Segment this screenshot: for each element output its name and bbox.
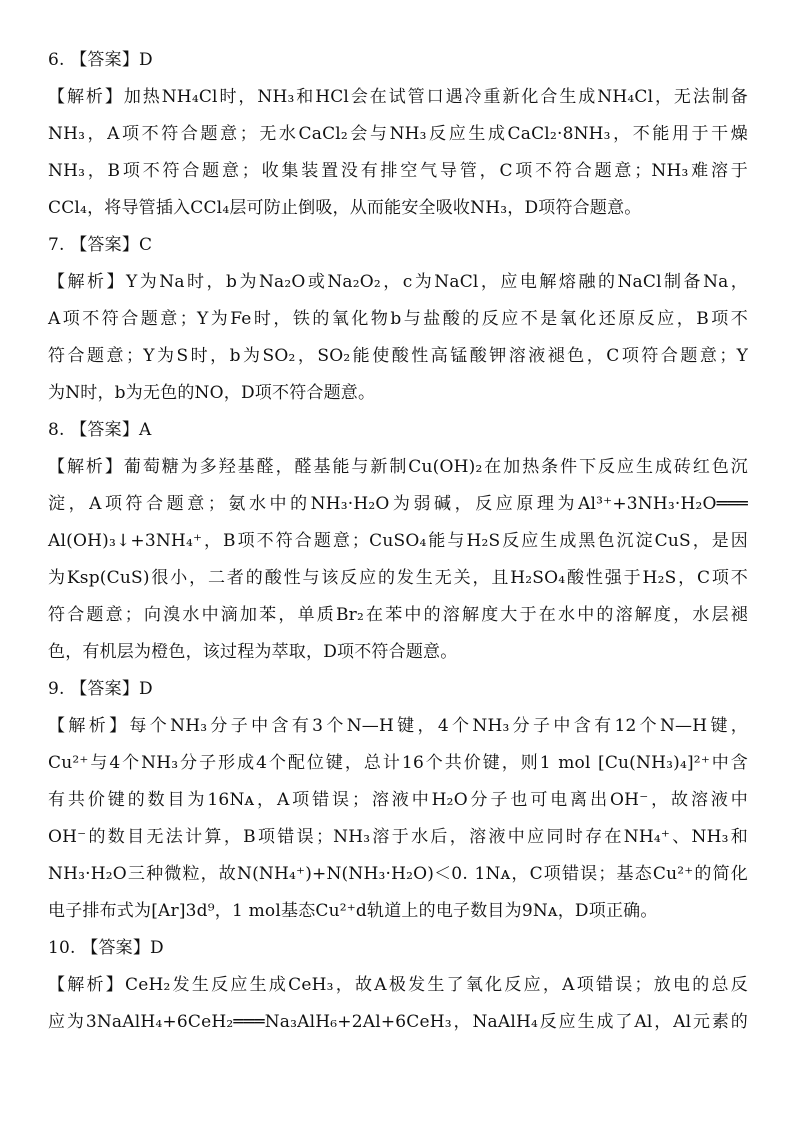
explanation-line: 【解析】加热NH₄Cl时，NH₃和HCl会在试管口遇冷重新化合生成NH₄Cl，无法制备 [48,87,748,107]
explanation-line: OH⁻的数目无法计算，B项错误；NH₃溶于水后，溶液中应同时存在NH₄⁺、NH₃和 [48,827,748,847]
explanation-line: 为Ksp(CuS)很小，二者的酸性与该反应的发生无关，且H₂SO₄酸性强于H₂S，C项不 [48,568,748,588]
answer-heading-8: 8. 【答案】A [48,420,152,440]
answer-heading-9: 9. 【答案】D [48,679,153,699]
explanation-line: Al(OH)₃↓+3NH₄⁺，B项不符合题意；CuSO₄能与H₂S反应生成黑色沉淀CuS，是因 [48,531,748,551]
explanation-line: 【解析】Y为Na时，b为Na₂O或Na₂O₂，c为NaCl，应电解熔融的NaCl制备Na， [48,272,748,292]
explanation-line: A项不符合题意；Y为Fe时，铁的氧化物b与盐酸的反应不是氧化还原反应，B项不 [48,309,748,329]
explanation-line: NH₃·H₂O三种微粒，故N(NH₄⁺)+N(NH₃·H₂O)＜0. 1Nᴀ，C项错误；基态Cu²⁺的简化 [48,864,748,884]
explanation-line: NH₃，A项不符合题意；无水CaCl₂会与NH₃反应生成CaCl₂·8NH₃，不能用于干燥 [48,124,748,144]
explanation-line: 符合题意；向溴水中滴加苯，单质Br₂在苯中的溶解度大于在水中的溶解度，水层褪 [48,605,748,625]
explanation-line: 【解析】CeH₂发生反应生成CeH₃，故A极发生了氧化反应，A项错误；放电的总反 [48,975,748,995]
explanation-line: 淀，A项符合题意；氨水中的NH₃·H₂O为弱碱，反应原理为Al³⁺+3NH₃·H₂O═══ [48,494,748,514]
answer-heading-10: 10. 【答案】D [48,938,164,958]
explanation-line: CCl₄，将导管插入CCl₄层可防止倒吸，从而能安全吸收NH₃，D项符合题意。 [48,198,642,218]
explanation-line: 为N时，b为无色的NO，D项不符合题意。 [48,383,376,403]
explanation-line: 符合题意；Y为S时，b为SO₂，SO₂能使酸性高锰酸钾溶液褪色，C项符合题意；Y [48,346,748,366]
document-page [48,46,748,1045]
explanation-line: 【解析】葡萄糖为多羟基醛，醛基能与新制Cu(OH)₂在加热条件下反应生成砖红色沉 [48,457,748,477]
explanation-line: 有共价键的数目为16Nᴀ，A项错误；溶液中H₂O分子也可电离出OH⁻，故溶液中 [48,790,748,810]
explanation-line: 应为3NaAlH₄+6CeH₂═══Na₃AlH₆+2Al+6CeH₃，NaAlH₄反应生成了Al，Al元素的 [48,1012,748,1032]
explanation-line: Cu²⁺与4个NH₃分子形成4个配位键，总计16个共价键，则1 mol [Cu(NH₃)₄]²⁺中含 [48,753,748,773]
explanation-line: 电子排布式为[Ar]3d⁹，1 mol基态Cu²⁺d轨道上的电子数目为9Nᴀ，D项正确。 [48,901,658,921]
explanation-line: 【解析】每个NH₃分子中含有3个N—H键，4个NH₃分子中含有12个N—H键， [48,716,748,736]
explanation-line: NH₃，B项不符合题意；收集装置没有排空气导管，C项不符合题意；NH₃难溶于 [48,161,748,181]
answer-heading-6: 6. 【答案】D [48,50,153,70]
explanation-line: 色，有机层为橙色，该过程为萃取，D项不符合题意。 [48,642,458,662]
answer-heading-7: 7. 【答案】C [48,235,153,255]
